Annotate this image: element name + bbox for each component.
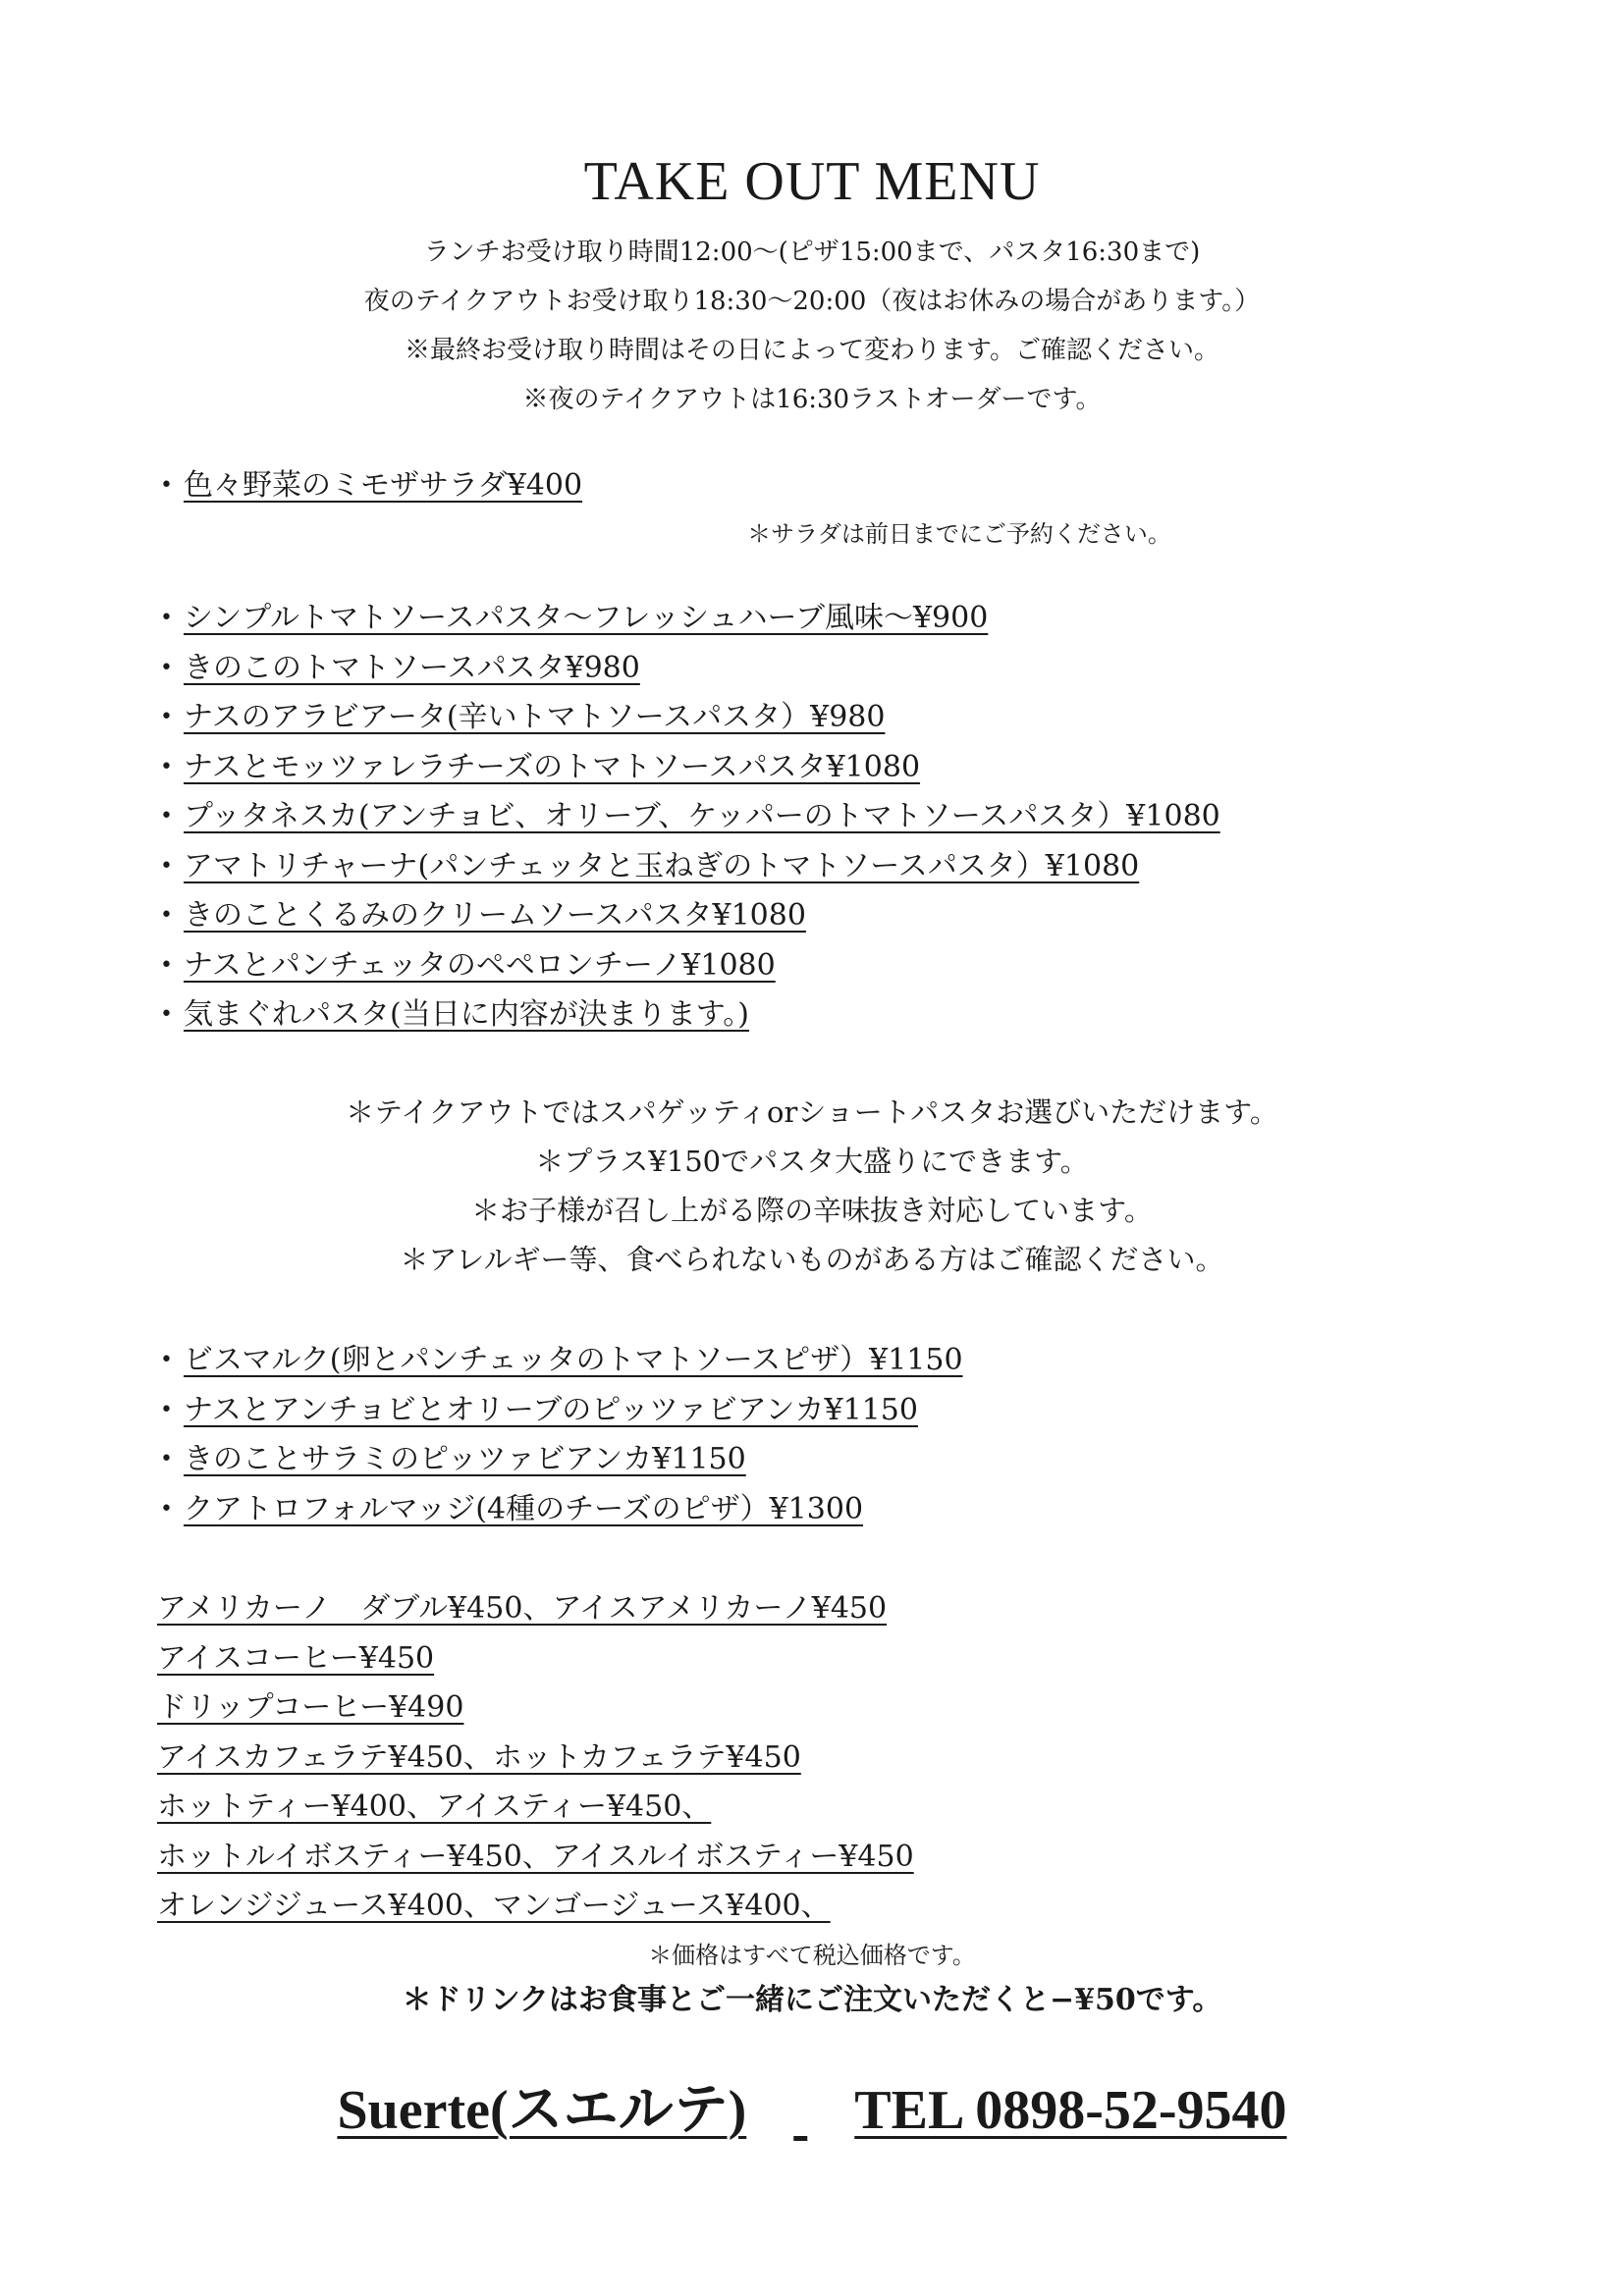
pickup-info-line: ランチお受け取り時間12:00〜(ピザ15:00まで、パスタ16:30まで): [423, 238, 1201, 267]
menu-item-text: きのことサラミのピッツァビアンカ¥1150: [184, 1442, 746, 1476]
bullet: •: [160, 606, 173, 630]
pickup-info-line: ※夜のテイクアウトは16:30ラストオーダーです。: [522, 385, 1102, 414]
menu-item-text: プッタネスカ(アンチョビ、オリーブ、ケッパーのトマトソースパスタ）¥1080: [184, 799, 1220, 833]
menu-item: [160, 644, 1220, 694]
menu-item: [160, 461, 582, 511]
drink-item: [157, 1783, 914, 1833]
bullet: •: [160, 1397, 173, 1422]
tax-note: ＊価格はすべて税込価格です。: [648, 1942, 976, 1969]
salad-list: [160, 461, 582, 511]
bullet: •: [160, 705, 173, 729]
bullet: •: [160, 952, 173, 978]
drink-item-text: アイスコーヒー¥450: [157, 1640, 435, 1676]
drink-item-text: ドリップコーヒー¥490: [157, 1690, 464, 1725]
bullet: •: [160, 1447, 173, 1471]
bullet: •: [160, 1348, 173, 1372]
menu-item-text: ナスのアラビアータ(辛いトマトソースパスタ）¥980: [184, 700, 886, 734]
drink-item: [157, 1833, 914, 1883]
bullet: •: [160, 655, 173, 680]
drink-discount-note: ＊ドリンクはお食事とご一緒にご注文いただくと−¥50です。: [402, 1983, 1222, 2017]
menu-item-text: アマトリチャーナ(パンチェッタと玉ねぎのトマトソースパスタ）¥1080: [184, 848, 1140, 883]
drink-item: [157, 1683, 914, 1734]
menu-item: [160, 1336, 963, 1386]
menu-item: [160, 594, 1220, 644]
bullet: •: [160, 1002, 173, 1027]
menu-item-text: シンプルトマトソースパスタ〜フレッシュハーブ風味〜¥900: [184, 601, 989, 635]
pasta-note: ＊プラス¥150でパスタ大盛りにできます。: [535, 1145, 1089, 1178]
menu-item: [160, 1386, 963, 1436]
pasta-note: ＊お子様が召し上がる際の辛味抜き対応しています。: [471, 1194, 1153, 1227]
menu-item: [160, 842, 1220, 892]
shop-name: Suerte(スエルテ): [337, 2080, 747, 2141]
menu-item-text: ナスとパンチェッタのペペロンチーノ¥1080: [184, 947, 776, 983]
drink-item: [157, 1734, 914, 1784]
menu-item: [160, 891, 1220, 941]
menu-item-text: ナスとモッツァレラチーズのトマトソースパスタ¥1080: [184, 749, 921, 784]
drink-item-text: アメリカーノ ダブル¥450、アイスアメリカーノ¥450: [157, 1591, 888, 1626]
menu-item-text: 色々野菜のミモザサラダ¥400: [184, 468, 583, 503]
drink-item: [157, 1584, 914, 1634]
bullet: •: [160, 473, 173, 498]
drink-item-text: ホットティー¥400、アイスティー¥450、: [157, 1789, 712, 1824]
menu-item-text: クアトロフォルマッジ(4種のチーズのピザ）¥1300: [184, 1491, 864, 1526]
menu-item-text: 気まぐれパスタ(当日に内容が決まります。): [184, 997, 750, 1032]
bullet: •: [160, 754, 173, 779]
pizza-list: [160, 1336, 963, 1534]
menu-item: [160, 743, 1220, 793]
footer-spacer: [746, 2071, 854, 2150]
menu-item: [160, 1485, 963, 1535]
pasta-note: ＊テイクアウトではスパゲッティorショートパスタお選びいただけます。: [346, 1095, 1278, 1129]
menu-item-text: ナスとアンチョビとオリーブのピッツァビアンカ¥1150: [184, 1392, 918, 1427]
bullet: •: [160, 1496, 173, 1522]
drink-list: [157, 1584, 914, 1932]
pickup-info-line: 夜のテイクアウトお受け取り18:30〜20:00（夜はお休みの場合があります。）: [363, 287, 1261, 316]
drink-item-text: ホットルイボスティー¥450、アイスルイボスティー¥450: [157, 1839, 914, 1874]
bullet: •: [160, 903, 173, 928]
menu-item-text: きのことくるみのクリームソースパスタ¥1080: [184, 898, 806, 933]
phone-number: TEL 0898-52-9540: [854, 2080, 1287, 2141]
menu-item: [160, 792, 1220, 842]
page-title: TAKE OUT MENU: [583, 151, 1041, 212]
menu-item: [160, 941, 1220, 991]
drink-item: [157, 1634, 914, 1684]
shop-contact: [0, 2071, 1624, 2150]
drink-item: [157, 1882, 914, 1932]
pickup-info-line: ※最終お受け取り時間はその日によって変わります。ご確認ください。: [405, 336, 1219, 365]
drink-item-text: オレンジジュース¥400、マンゴージュース¥400、: [157, 1889, 831, 1923]
menu-item: [160, 990, 1220, 1041]
menu-item-text: ビスマルク(卵とパンチェッタのトマトソースピザ）¥1150: [184, 1343, 963, 1377]
bullet: •: [160, 804, 173, 828]
menu-item: [160, 1435, 963, 1485]
salad-note: ＊サラダは前日までにご予約ください。: [747, 520, 1171, 548]
drink-item-text: アイスカフェラテ¥450、ホットカフェラテ¥450: [157, 1739, 801, 1775]
pasta-list: [160, 594, 1220, 1041]
menu-item: [160, 693, 1220, 743]
bullet: •: [160, 853, 173, 879]
menu-item-text: きのこのトマトソースパスタ¥980: [184, 650, 640, 685]
pasta-note: ＊アレルギー等、食べられないものがある方はご確認ください。: [400, 1243, 1224, 1276]
pickup-info: [0, 228, 1624, 424]
pasta-notes: [0, 1088, 1624, 1284]
